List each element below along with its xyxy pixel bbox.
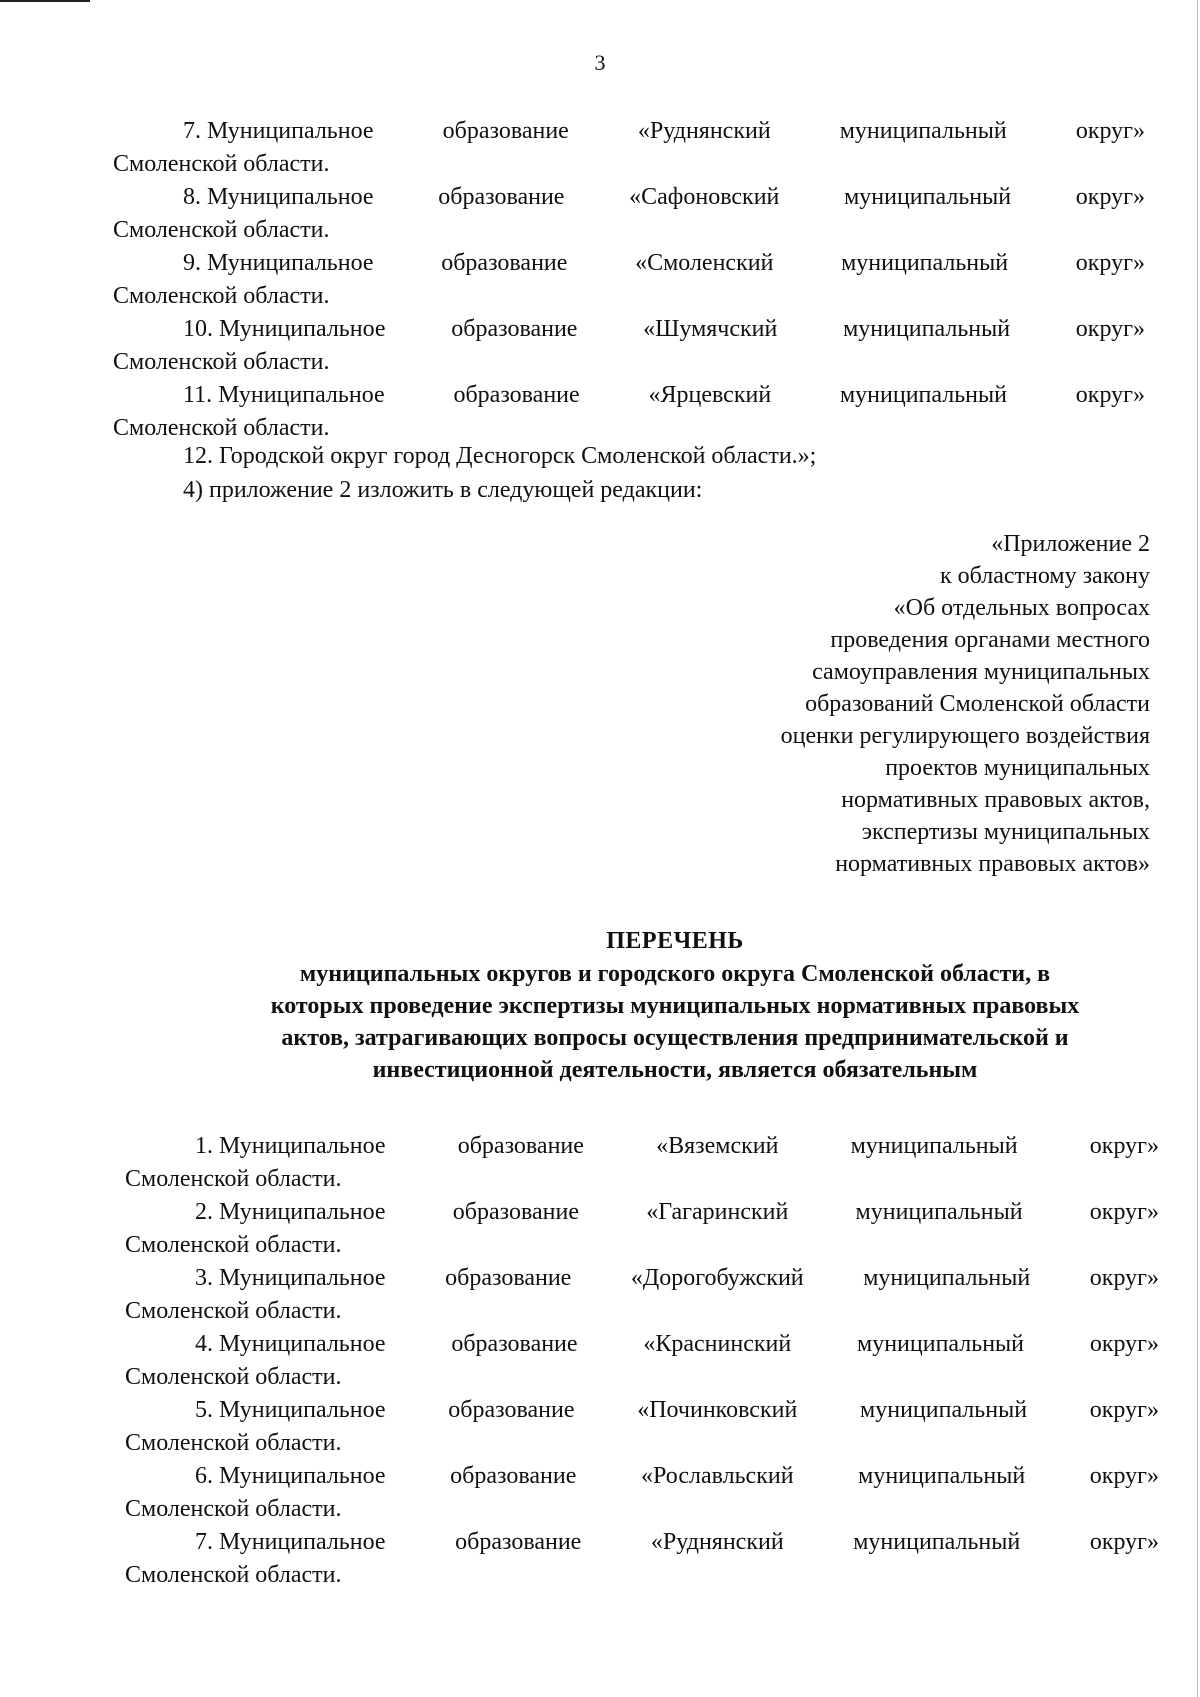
list-item: 6. Муниципальное образование «Рославльский муниципальный округ» Смоленской области. bbox=[125, 1463, 1159, 1522]
appendix-header: «Приложение 2 к областному закону «Об отдельных вопросах проведения органами местного самоуправления муниципальных образований Смоленской области оценки регулирующего воздействия проектов муниципальных нормативных правовых актов, экспертизы муниципальных нормативных правовых актов» bbox=[780, 531, 1150, 877]
municipal-list-continued bbox=[113, 115, 1145, 445]
list-title: ПЕРЕЧЕНЬ bbox=[606, 928, 744, 954]
list-item: 7. Муниципальное образование «Руднянский муниципальный округ» Смоленской области. bbox=[125, 1529, 1159, 1588]
scan-edge-top bbox=[0, 0, 90, 2]
list-item: 8. Муниципальное образование «Сафоновский муниципальный округ» Смоленской области. bbox=[113, 184, 1145, 243]
list-item: 1. Муниципальное образование «Вяземский муниципальный округ» Смоленской области. bbox=[125, 1133, 1159, 1192]
list-item: 2. Муниципальное образование «Гагаринский муниципальный округ» Смоленской области. bbox=[125, 1199, 1159, 1258]
municipal-list bbox=[125, 1130, 1159, 1592]
list-item: 7. Муниципальное образование «Руднянский муниципальный округ» Смоленской области. bbox=[113, 118, 1145, 177]
scan-edge-right bbox=[1197, 0, 1198, 1697]
item-12-text: 12. Городской округ город Десногорск Смоленской области.»; bbox=[183, 443, 817, 469]
list-item: 4. Муниципальное образование «Краснинский муниципальный округ» Смоленской области. bbox=[125, 1331, 1159, 1390]
list-item: 3. Муниципальное образование «Дорогобужский муниципальный округ» Смоленской области. bbox=[125, 1265, 1159, 1324]
amendment-instruction: 4) приложение 2 изложить в следующей редакции: bbox=[183, 477, 703, 503]
list-subtitle: муниципальных округов и городского округа Смоленской области, в которых проведение экспертизы муниципальных нормативных правовых актов, затрагивающих вопросы осуществления предпринимательской и инвестиционной деятельности, является обязательным bbox=[270, 961, 1080, 1083]
page-number: 3 bbox=[594, 50, 606, 75]
list-item: 10. Муниципальное образование «Шумячский муниципальный округ» Смоленской области. bbox=[113, 316, 1145, 375]
list-item: 5. Муниципальное образование «Починковский муниципальный округ» Смоленской области. bbox=[125, 1397, 1159, 1456]
list-item: 9. Муниципальное образование «Смоленский муниципальный округ» Смоленской области. bbox=[113, 250, 1145, 309]
list-item: 11. Муниципальное образование «Ярцевский муниципальный округ» Смоленской области. bbox=[113, 382, 1145, 441]
